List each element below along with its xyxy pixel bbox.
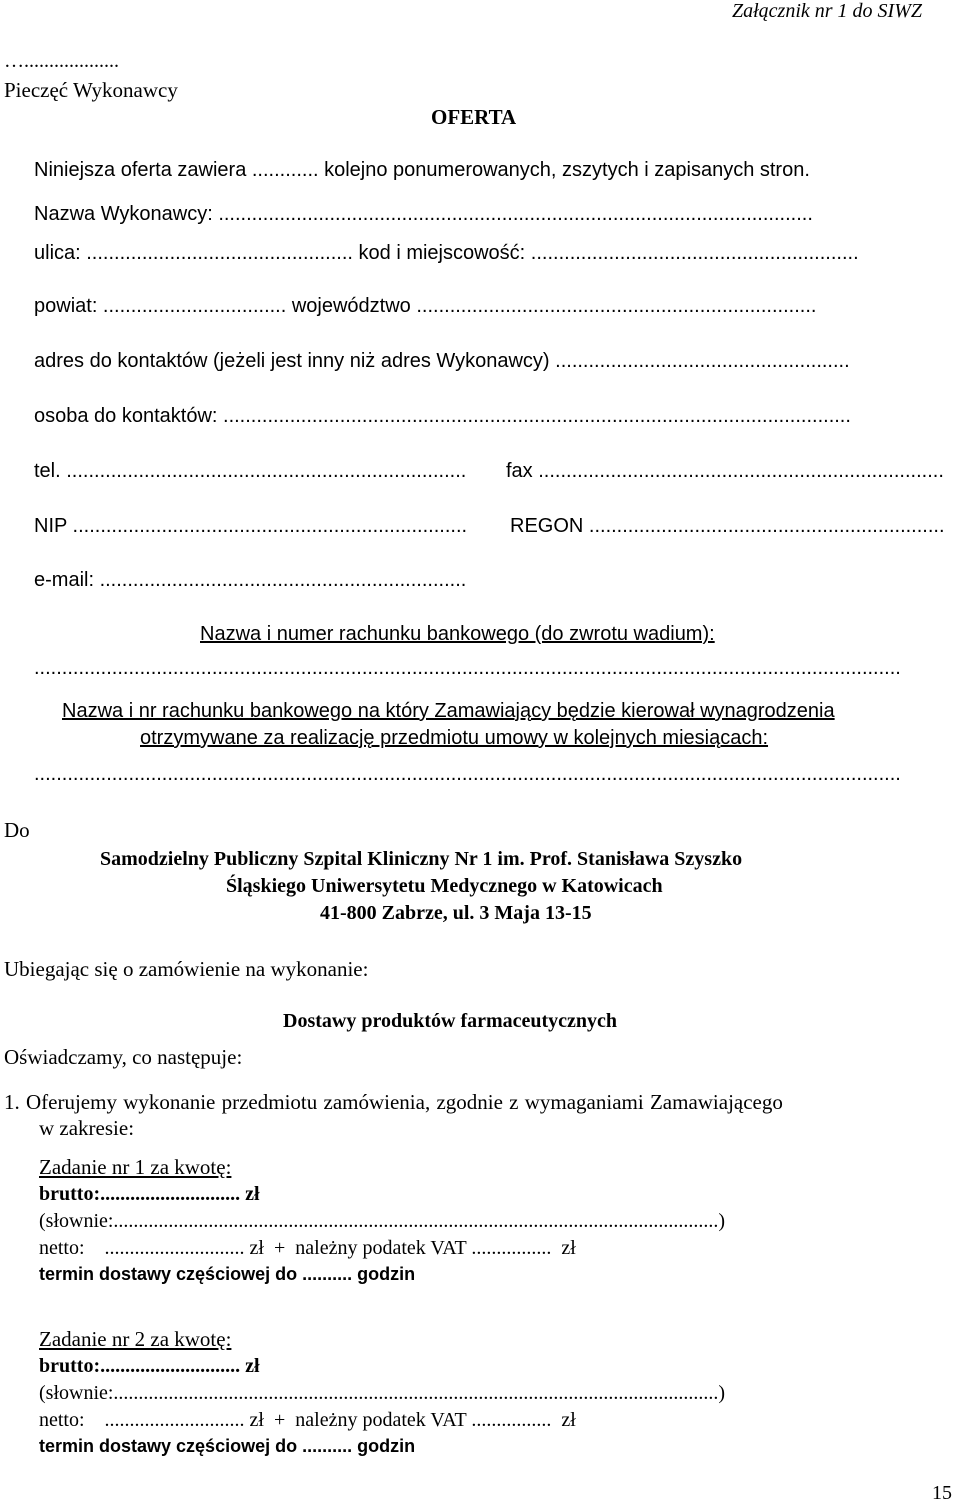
point-1-line-1: 1. Oferujemy wykonanie przedmiotu zamówienia, zgodnie z wymaganiami Zamawiającego	[4, 1090, 783, 1114]
recipient-line-3: 41-800 Zabrze, ul. 3 Maja 13-15	[320, 902, 592, 924]
stamp-label: Pieczęć Wykonawcy	[4, 78, 178, 102]
nip-line: NIP .......................................................................	[34, 515, 468, 537]
task-1-netto: netto: ............................ zł + należny podatek VAT ................ zł	[39, 1237, 576, 1259]
task-2-delivery-term: termin dostawy częściowej do .......... godzin	[39, 1436, 416, 1456]
annex-label: Załącznik nr 1 do SIWZ	[732, 0, 922, 22]
contact-address-line: adres do kontaktów (jeżeli jest inny niż adres Wykonawcy) .....................................................	[34, 350, 850, 372]
stamp-dots: …...................	[4, 50, 119, 72]
task-2-brutto: brutto:............................ zł	[39, 1355, 260, 1377]
regon-line: REGON ................................................................	[510, 515, 945, 537]
contractor-name-line: Nazwa Wykonawcy: ...........................................................................................................	[34, 203, 813, 225]
deposit-account-dots: ............................................................................................................................................................	[34, 657, 901, 679]
page-number: 15	[932, 1482, 952, 1504]
to-label: Do	[4, 818, 30, 842]
recipient-line-1: Samodzielny Publiczny Szpital Kliniczny Nr 1 im. Prof. Stanisława Szyszko	[100, 848, 743, 870]
task-1-delivery-term: termin dostawy częściowej do .......... godzin	[39, 1264, 416, 1284]
contact-person-line: osoba do kontaktów: .................................................................................................................	[34, 405, 851, 427]
task-1-brutto: brutto:............................ zł	[39, 1183, 260, 1205]
county-line: powiat: ................................. województwo ........................................................................	[34, 295, 817, 317]
remuneration-account-label-2: otrzymywane za realizację przedmiotu umowy w kolejnych miesiącach:	[140, 727, 769, 749]
deposit-account-label: Nazwa i numer rachunku bankowego (do zwrotu wadium):	[200, 623, 715, 645]
recipient-line-2: Śląskiego Uniwersytetu Medycznego w Katowicach	[226, 875, 663, 897]
email-line: e-mail: ..................................................................	[34, 569, 467, 591]
task-1-title: Zadanie nr 1 za kwotę:	[39, 1155, 232, 1179]
task-2-netto: netto: ............................ zł + należny podatek VAT ................ zł	[39, 1409, 576, 1431]
order-subject: Dostawy produktów farmaceutycznych	[283, 1010, 618, 1032]
remuneration-account-label-1: Nazwa i nr rachunku bankowego na który Zamawiający będzie kierował wynagrodzenia	[62, 700, 835, 722]
fax-line: fax .........................................................................	[506, 460, 944, 482]
task-2-in-words: (słownie:.........................................................................................................................)	[39, 1382, 726, 1404]
remuneration-account-dots: ............................................................................................................................................................	[34, 763, 901, 785]
street-line: ulica: ................................................ kod i miejscowość: ...........................................................	[34, 242, 859, 264]
applying-label: Ubiegając się o zamówienie na wykonanie:	[4, 957, 369, 981]
point-1-line-2: w zakresie:	[39, 1116, 135, 1140]
pages-count-line: Niniejsza oferta zawiera ............ kolejno ponumerowanych, zszytych i zapisanych stron.	[34, 159, 810, 181]
declare-label: Oświadczamy, co następuje:	[4, 1045, 243, 1069]
page-title: OFERTA	[431, 105, 517, 129]
task-1-in-words: (słownie:.........................................................................................................................)	[39, 1210, 726, 1232]
tel-line: tel. ........................................................................	[34, 460, 467, 482]
task-2-title: Zadanie nr 2 za kwotę:	[39, 1327, 232, 1351]
